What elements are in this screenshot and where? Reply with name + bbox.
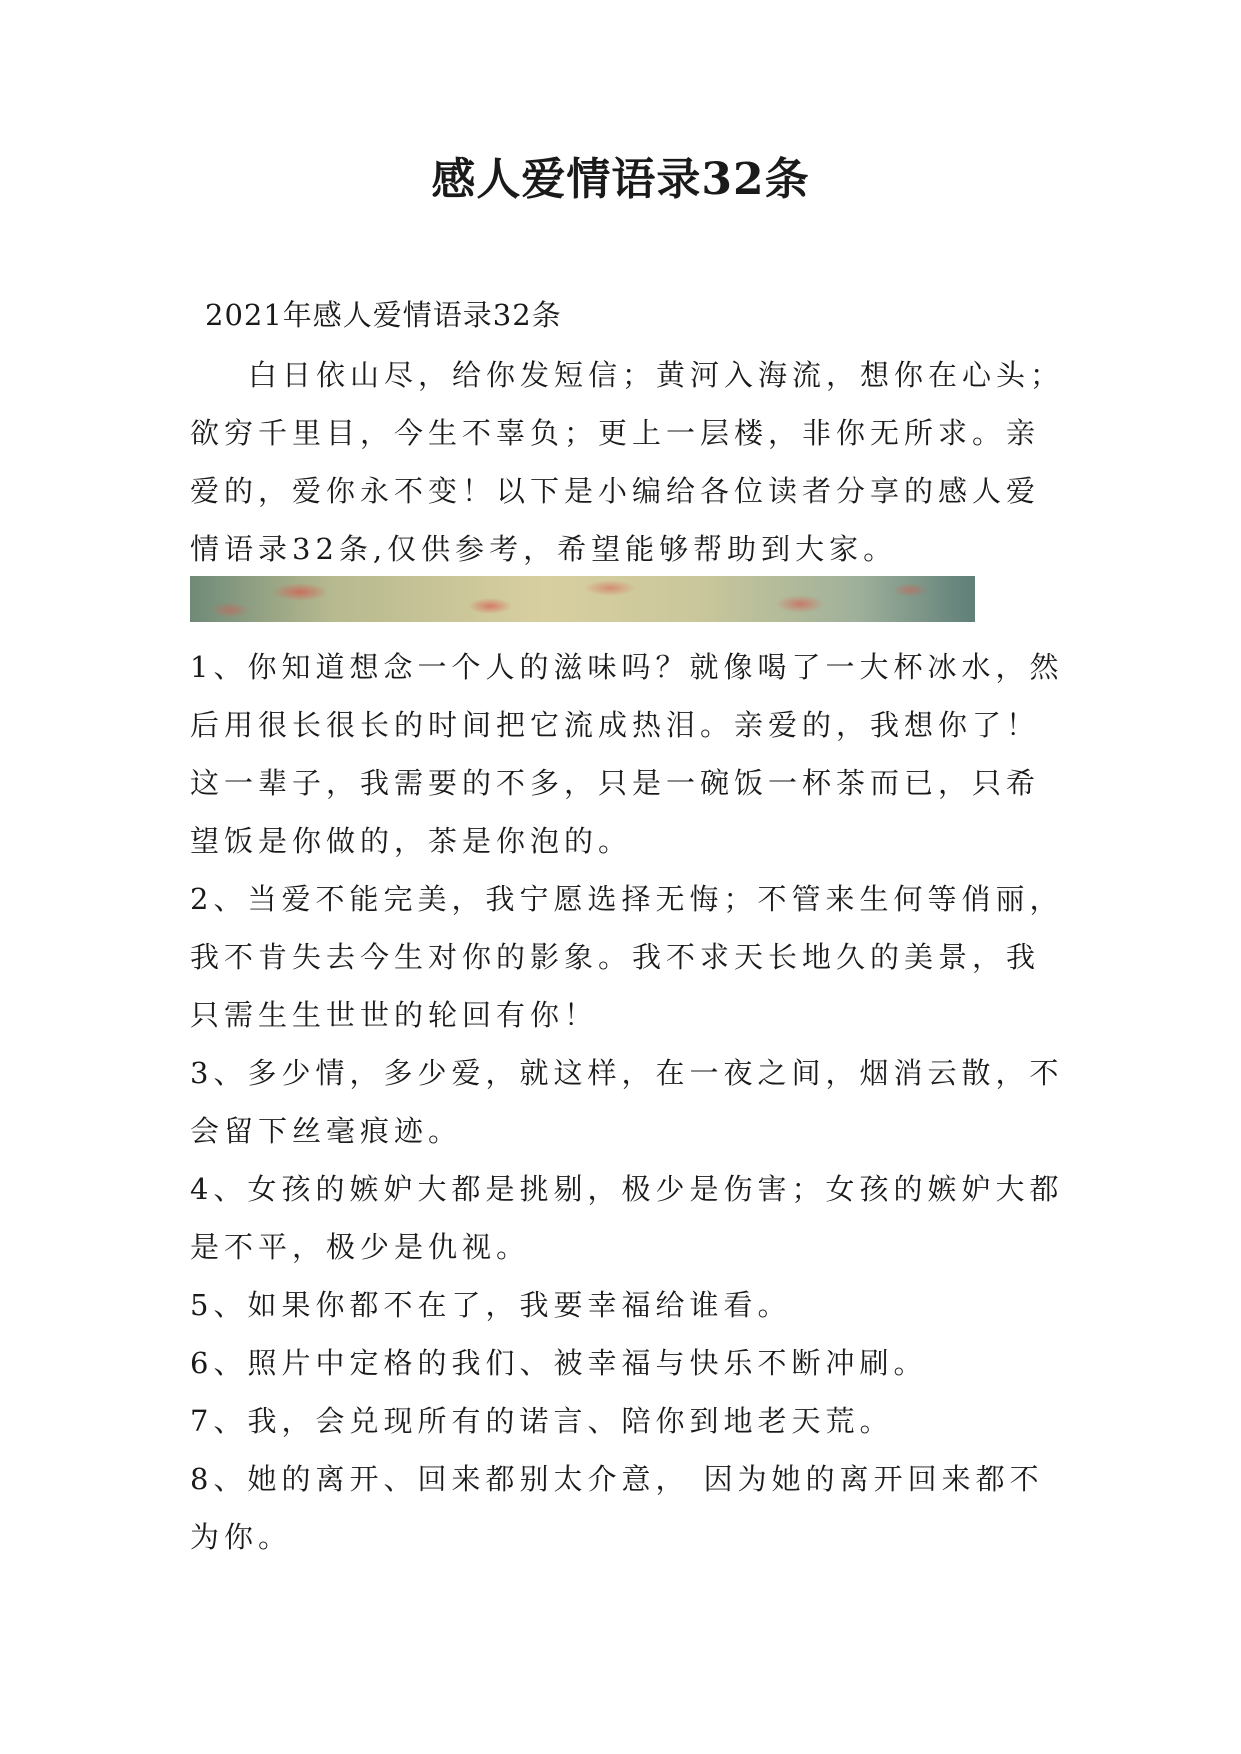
list-item: 5、如果你都不在了，我要幸福给谁看。 [190, 1288, 792, 1322]
decorative-banner-image [190, 576, 975, 622]
document-subtitle: 2021年感人爱情语录32条 [205, 298, 562, 332]
list-item: 2、当爱不能完美，我宁愿选择无悔；不管来生何等俏丽，我不肯失去今生对你的影象。我不求天长地久的美景，我只需生生世世的轮回有你！ [190, 882, 1064, 1032]
intro-paragraph: 白日依山尽，给你发短信；黄河入海流，想你在心头；欲穷千里目，今生不辜负；更上一层楼，非你无所求。亲爱的，爱你永不变！以下是小编给各位读者分享的感人爱情语录32条,仅供参考，希望能够帮助到大家。 [190, 358, 1065, 566]
quote-list [190, 638, 1070, 1566]
list-item: 4、女孩的嫉妒大都是挑剔，极少是伤害；女孩的嫉妒大都是不平，极少是仇视。 [190, 1172, 1064, 1264]
list-item: 6、照片中定格的我们、被幸福与快乐不断冲刷。 [190, 1346, 928, 1380]
list-item: 3、多少情，多少爱，就这样，在一夜之间，烟消云散，不会留下丝毫痕迹。 [190, 1056, 1064, 1148]
list-item: 8、她的离开、回来都别太介意， 因为她的离开回来都不为你。 [190, 1462, 1044, 1554]
list-item: 1、你知道想念一个人的滋味吗？就像喝了一大杯冰水，然后用很长很长的时间把它流成热泪。亲爱的，我想你了！这一辈子，我需要的不多，只是一碗饭一杯茶而已，只希望饭是你做的，茶是你泡的。 [190, 650, 1064, 858]
list-item: 7、我，会兑现所有的诺言、陪你到地老天荒。 [190, 1404, 894, 1438]
document-title: 感人爱情语录32条 [431, 154, 810, 205]
